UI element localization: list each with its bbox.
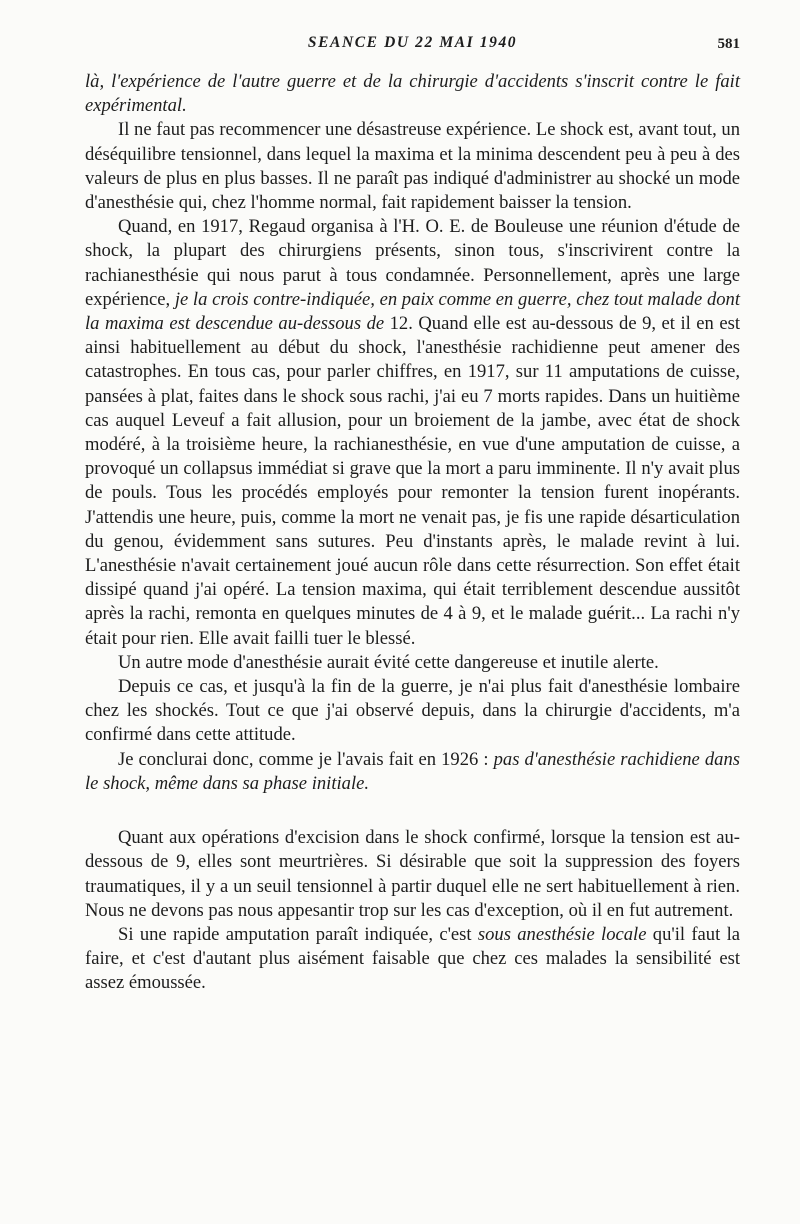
paragraph-8-span-3: qu'il faut la faire, et c'est d'autant plus aisément faisable que chez ces malades la sensibilité est assez émoussée. <box>85 923 740 994</box>
paragraph-2-span-1: Il ne faut pas recommencer une désastreuse expérience. Le shock est, avant tout, un déséquilibre tensionnel, dans lequel la maxima et la minima descendent peu à peu à des valeurs de plus en plus basses. Il ne paraît pas indiqué d'administrer au shocké un mode d'anesthésie qui, chez l'homme normal, fait rapidement baisser la tension. <box>85 119 740 214</box>
page-header <box>85 34 740 56</box>
paragraph-6-span-2: pas d'anesthésie rachidiene dans le shock, même dans sa phase initiale. <box>85 748 740 794</box>
paragraph-5-span-1: Depuis ce cas, et jusqu'à la fin de la guerre, je n'ai plus fait d'anesthésie lombaire chez les shockés. Tout ce que j'ai observé depuis, dans la chirurgie d'accidents, m'a confirmé dans cette attitude. <box>85 676 740 746</box>
paragraph-1 <box>85 70 740 118</box>
running-title: SEANCE DU 22 MAI 1940 <box>307 34 518 51</box>
section-gap <box>85 796 740 826</box>
paragraph-3-span-2: je la crois contre-indiquée, en paix comme en guerre, chez tout malade dont la maxima est descendue au-dessous de <box>85 288 740 335</box>
page-number: 581 <box>717 36 740 52</box>
paragraph-1-span-1: là, l'expérience de l'autre guerre et de la chirurgie d'accidents s'inscrit contre le fait expérimental. <box>85 71 740 117</box>
paragraph-8-span-2: sous anesthésie locale <box>477 923 647 945</box>
paragraph-3-span-3: 12. Quand elle est au-dessous de 9, et il en est ainsi habituellement au début du shock, l'anesthésie rachidienne peut amener des catastrophes. En tous cas, pour parler chiffres, en 1917, sur 11 amputations de cuisse, pansées à plat, faites dans le shock sous rachi, j'ai eu 7 morts rapides. Dans un huitième cas auquel Leveuf a fait allusion, pour un broiement de la jambe, avec état de shock modéré, à la troisième heure, la rachianesthésie, en vue d'une amputation de cuisse, a provoqué un collapsus immédiat si grave que la mort a paru imminente. Il n'y avait plus de pouls. Tous les procédés employés pour remonter la tension furent inopérants. J'attendis une heure, puis, comme la mort ne venait pas, je fis une rapide désarticulation du genou, évidemment sans sutures. Peu d'instants après, le malade revint à lui. L'anesthésie n'avait certainement joué aucun rôle dans cette résurrection. Son effet était dissipé quand j'ai opéré. La tension maxima, qui était terriblement descendue aussitôt après la rachi, remonta en quelques minutes de 4 à 9, et le malade guérit... La rachi n'y était pour rien. Elle avait failli tuer le blessé. <box>85 313 740 649</box>
paragraph-6 <box>85 748 740 796</box>
paragraph-3-span-1: Quand, en 1917, Regaud organisa à l'H. O. E. de Bouleuse une réunion d'étude de shock, la plupart des chirurgiens présents, sinon tous, s'inscrivirent contre la rachianesthésie qui nous parut à tous condamnée. Personnellement, après une large expérience, <box>85 216 740 310</box>
paragraph-8 <box>85 923 740 996</box>
paragraph-7 <box>85 826 740 923</box>
paragraph-7-span-1: Quant aux opérations d'excision dans le shock confirmé, lorsque la tension est au-dessous de 9, elles sont meurtrières. Si désirable que soit la suppression des foyers traumatiques, il y a un seuil tensionnel à partir duquel elle ne sert habituellement à rien. Nous ne devons pas nous appesantir trop sur les cas d'exception, où il en fut autrement. <box>85 827 740 921</box>
paragraph-4 <box>85 651 740 675</box>
paragraph-4-span-1: Un autre mode d'anesthésie aurait évité cette dangereuse et inutile alerte. <box>118 651 659 673</box>
paragraph-8-span-1: Si une rapide amputation paraît indiquée, c'est <box>118 923 478 945</box>
paragraph-5 <box>85 675 740 748</box>
body-text <box>85 70 740 996</box>
paragraph-3 <box>85 215 740 651</box>
paragraph-6-span-1: Je conclurai donc, comme je l'avais fait en 1926 : <box>118 748 494 770</box>
paragraph-2 <box>85 118 740 215</box>
